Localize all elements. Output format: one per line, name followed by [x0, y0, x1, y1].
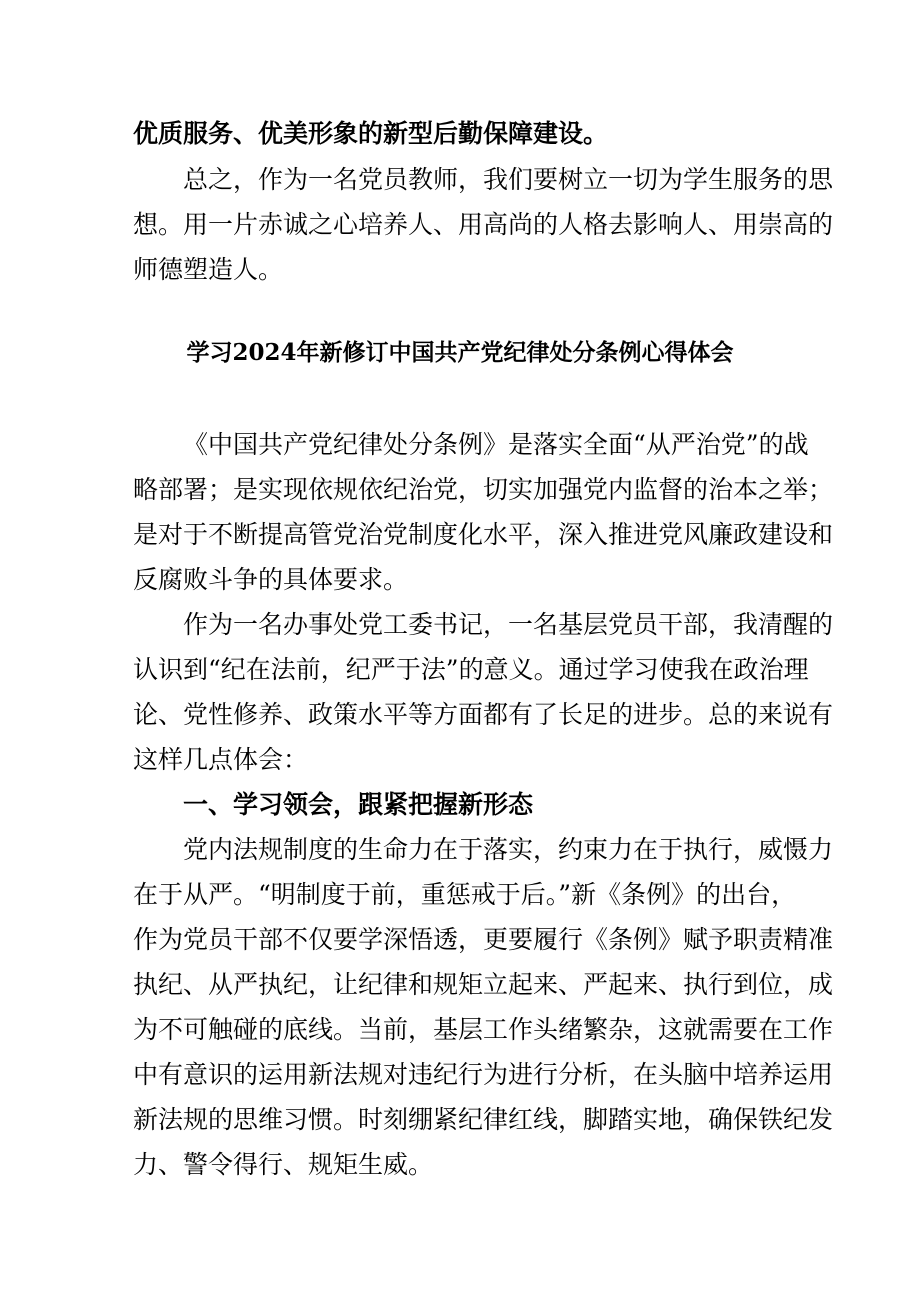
intro-para-line: 师德塑造人。: [133, 255, 284, 284]
article-para-line: 略部署；是实现依规依纪治党，切实加强党内监督的治本之举；: [133, 475, 834, 504]
intro-para-line: 想。用一片赤诚之心培养人、用高尚的人格去影响人、用崇高的: [133, 210, 834, 239]
article-para-line: 为不可触碰的底线。当前，基层工作头绪繁杂，这就需要在工作: [133, 1015, 834, 1044]
article-para-line: 这样几点体会：: [133, 745, 309, 774]
article-title: 学习2024年新修订中国共产党纪律处分条例心得体会: [186, 339, 734, 366]
article-para-line: 在于从严。“明制度于前，重惩戒于后。”新《条例》的出台，: [133, 880, 797, 909]
article-para-line: 论、党性修养、政策水平等方面都有了长足的进步。总的来说有: [133, 700, 834, 729]
article-para-line: 力、警令得行、规矩生威。: [133, 1150, 434, 1179]
intro-para-line: 总之，作为一名党员教师，我们要树立一切为学生服务的思: [183, 165, 834, 194]
article-para-line: 作为党员干部不仅要学深悟透，更要履行《条例》赋予职责精准: [133, 925, 834, 954]
article-para-line: 党内法规制度的生命力在于落实，约束力在于执行，威慑力: [183, 835, 834, 864]
article-para-line: 《中国共产党纪律处分条例》是落实全面“从严治党”的战: [183, 430, 809, 459]
article-para-line: 新法规的思维习惯。时刻绷紧纪律红线，脚踏实地，确保铁纪发: [133, 1105, 834, 1134]
intro-bold-line: 优质服务、优美形象的新型后勤保障建设。: [133, 119, 609, 148]
article-para-line: 是对于不断提高管党治党制度化水平，深入推进党风廉政建设和: [133, 520, 834, 549]
article-para-line: 认识到“纪在法前，纪严于法”的意义。通过学习使我在政治理: [133, 655, 809, 684]
article-para-line: 反腐败斗争的具体要求。: [133, 565, 409, 594]
section-heading: 一、学习领会，跟紧把握新形态: [183, 790, 534, 819]
article-para-line: 中有意识的运用新法规对违纪行为进行分析，在头脑中培养运用: [133, 1060, 834, 1089]
article-para-line: 作为一名办事处党工委书记，一名基层党员干部，我清醒的: [183, 610, 834, 639]
article-para-line: 执纪、从严执纪，让纪律和规矩立起来、严起来、执行到位，成: [133, 970, 834, 999]
